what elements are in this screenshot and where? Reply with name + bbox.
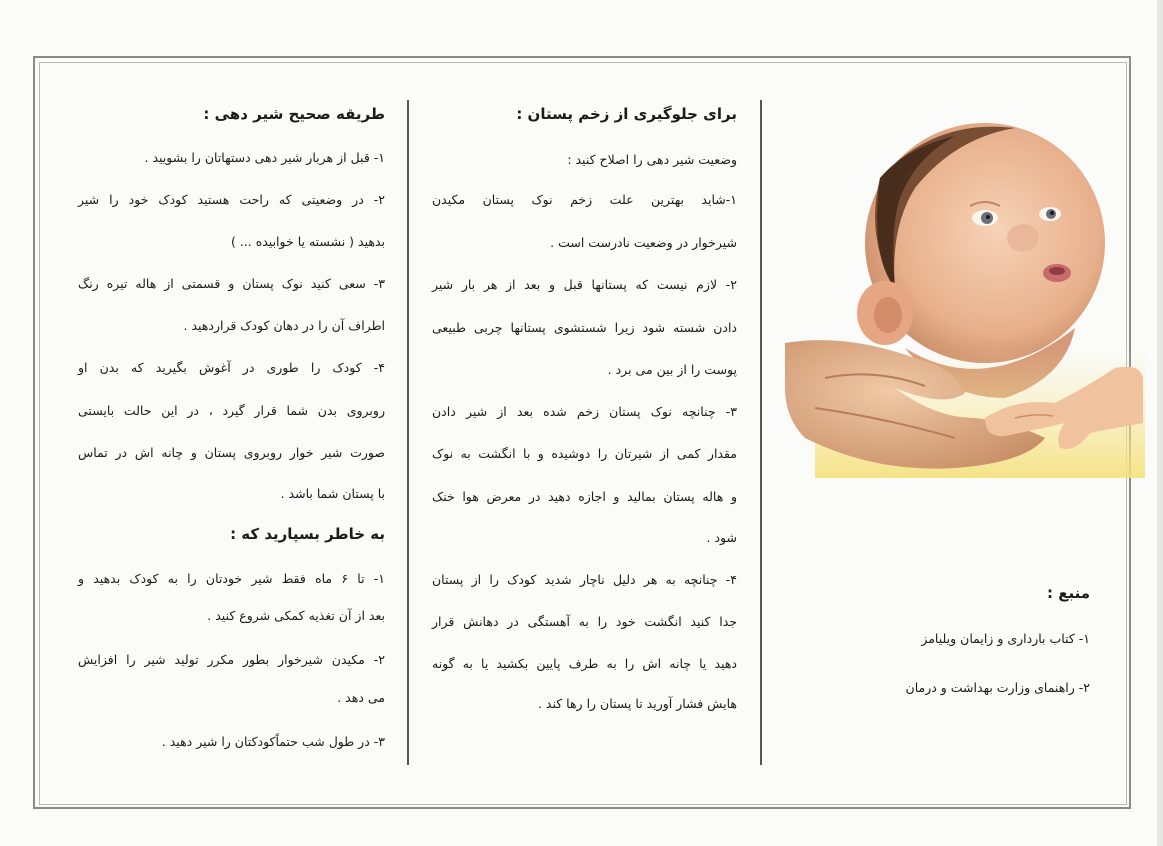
breastfeeding-heading: طریقه صحیح شیر دهی :	[203, 105, 385, 123]
right-column	[850, 583, 1090, 703]
list-item: مقدار کمی از شیرتان را دوشیده و با انگشت به نوک	[432, 446, 737, 461]
list-item: ۱-شاید بهترین علت زخم نوک پستان مکیدن	[432, 192, 737, 207]
list-item: ۱- تا ۶ ماه فقط شیر خودتان را به کودک بدهید و	[78, 571, 385, 586]
list-item: ۴- چنانچه به هر دلیل ناچار شدید کودک را از پستان	[432, 572, 737, 587]
list-item: ۲- لازم نیست که پستانها قبل و بعد از هر بار شیر	[432, 277, 737, 292]
list-item: بدهید ( نشسته یا خوابیده ... )	[230, 234, 385, 249]
list-item: ۲- مکیدن شیرخوار بطور مکرر تولید شیر را افزایش	[78, 652, 385, 667]
list-item: روبروی بدن شما قرار گیرد ، در این حالت بایستی	[78, 403, 385, 418]
list-item: بعد از آن تغذیه کمکی شروع کنید .	[207, 608, 385, 623]
list-item: دادن شسته شود زیرا شستشوی پستانها چربی طبیعی	[432, 320, 737, 335]
list-item: جدا کنید انگشت خود را به آهستگی در دهانش قرار	[432, 614, 737, 629]
list-item: ۳- در طول شب حتماًکودکتان را شیر دهید .	[161, 734, 385, 749]
list-item: شیرخوار در وضعیت نادرست است .	[550, 235, 737, 250]
list-item: دهید یا چانه اش را به طرف پایین بکشید یا به گونه	[432, 656, 737, 671]
list-item: ۳- چنانچه نوک پستان زخم شده بعد از شیر دادن	[432, 404, 737, 419]
list-item: ۲- در وضعیتی که راحت هستید کودک خود را شیر	[78, 192, 385, 207]
left-column	[78, 104, 385, 764]
source-item: ۱- کتاب بارداری و زایمان ویلیامز	[921, 631, 1090, 646]
list-item: و هاله پستان بمالید و اجازه دهید در معرض هوا خنک	[432, 489, 737, 504]
list-item: وضعیت شیر دهی را اصلاح کنید :	[567, 152, 737, 167]
source-item: ۲- راهنمای وزارت بهداشت و درمان	[905, 680, 1090, 695]
prevention-heading: برای جلوگیری از زخم پستان :	[516, 105, 737, 123]
list-item: هایش فشار آورید تا پستان را رها کند .	[537, 696, 737, 711]
list-item: پوست را از بین می برد .	[607, 362, 737, 377]
list-item: شود .	[706, 530, 737, 545]
column-divider-left	[407, 100, 409, 765]
remember-heading: به خاطر بسپارید که :	[230, 525, 385, 543]
source-heading: منبع :	[1046, 584, 1090, 602]
list-item: ۳- سعی کنید نوک پستان و قسمتی از هاله تیره رنگ	[78, 276, 385, 291]
list-item: با پستان شما باشد .	[280, 486, 385, 501]
list-item: صورت شیر خوار روبروی پستان و چانه اش در تماس	[78, 445, 385, 460]
baby-photo	[785, 118, 1145, 478]
middle-column	[432, 104, 737, 724]
list-item: اطراف آن را در دهان کودک قراردهید .	[183, 318, 385, 333]
column-divider-right	[760, 100, 762, 765]
list-item: ۱- قبل از هربار شیر دهی دستهاتان را بشویید .	[144, 150, 385, 165]
scan-edge	[1157, 0, 1163, 846]
list-item: می دهد .	[337, 690, 385, 705]
list-item: ۴- کودک را طوری در آغوش بگیرید که بدن او	[78, 360, 385, 375]
